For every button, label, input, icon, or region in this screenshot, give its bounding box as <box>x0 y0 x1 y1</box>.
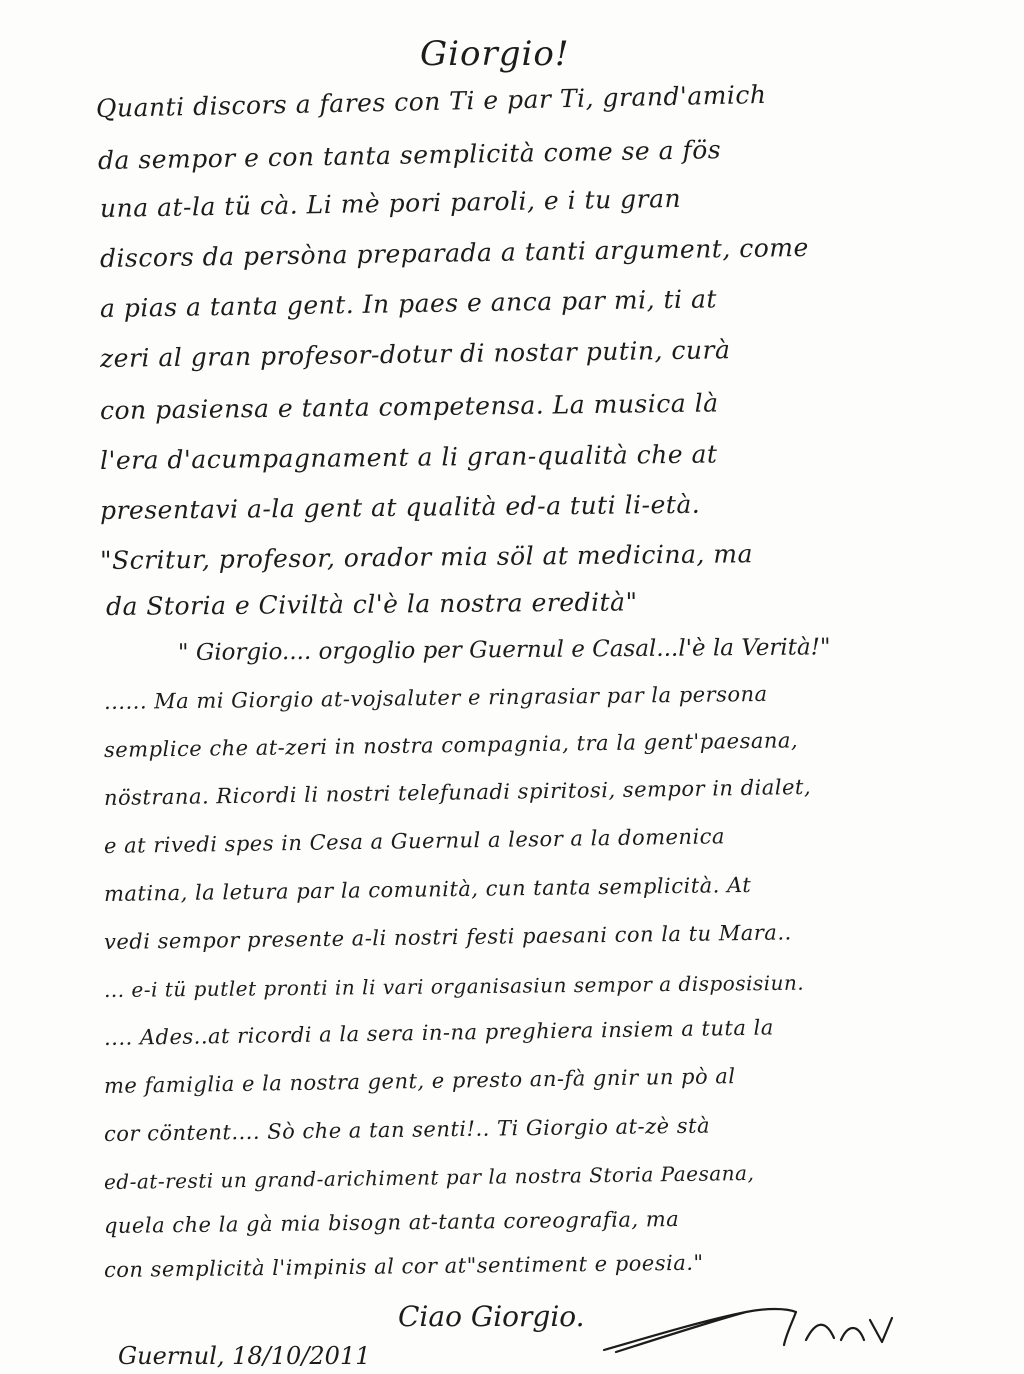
body-line: "Scritur, profesor, orador mia söl at medicina, ma <box>99 539 754 575</box>
body-line: e at rivedi spes in Cesa a Guernul a lesor a la domenica <box>103 824 726 858</box>
body-line: a pias a tanta gent. In paes e anca par mi, ti at <box>99 284 718 323</box>
body-line: semplice che at-zeri in nostra compagnia, tra la gent'paesana, <box>103 728 799 762</box>
body-line: .... Ades..at ricordi a la sera in-na preghiera insiem a tuta la <box>103 1015 774 1050</box>
body-line: discors da persòna preparada a tanti argument, come <box>99 232 810 273</box>
body-line: me famiglia e la nostra gent, e presto an-fà gnir un pò al <box>103 1064 736 1098</box>
body-line: vedi sempor presente a-li nostri festi paesani con la tu Mara.. <box>103 920 792 954</box>
place-and-date: Guernul, 18/10/2011 <box>118 1342 371 1370</box>
body-line: ...... Ma mi Giorgio at-vojsaluter e ringrasiar par la persona <box>103 681 768 714</box>
body-line: nöstrana. Ricordi li nostri telefunadi spiritosi, sempor in dialet, <box>103 774 812 810</box>
body-line: Quanti discors a fares con Ti e par Ti, grand'amich <box>95 79 767 123</box>
body-line: da Storia e Civiltà cl'è la nostra eredità" <box>105 587 638 621</box>
body-line: presentavi a-la gent at qualità ed-a tuti li-età. <box>99 489 701 525</box>
body-line: l'era d'acumpagnament a li gran-qualità che at <box>99 439 718 475</box>
closing-line: Ciao Giorgio. <box>398 1300 585 1333</box>
body-line: con semplicità l'impinis al cor at"sentiment e poesia." <box>103 1250 704 1282</box>
signature <box>596 1290 896 1360</box>
quote-line: " Giorgio.... orgoglio per Guernul e Casal...l'è la Verità!" <box>177 634 831 666</box>
body-line: cor cöntent.... Sò che a tan senti!.. Ti Giorgio at-zè stà <box>103 1113 711 1146</box>
body-line: quela che la gà mia bisogn at-tanta coreografia, ma <box>103 1206 680 1238</box>
letter-title: Giorgio! <box>420 34 570 74</box>
signature-drawing <box>596 1290 896 1360</box>
body-line: da sempor e con tanta semplicità come se a fös <box>97 135 722 175</box>
body-line: ... e-i tü putlet pronti in li vari organisasiun sempor a disposisiun. <box>103 970 805 1002</box>
body-line: matina, la letura par la comunità, cun tanta semplicità. At <box>103 872 752 906</box>
body-line: ed-at-resti un grand-arichiment par la nostra Storia Paesana, <box>103 1160 755 1194</box>
body-line: zeri al gran profesor-dotur di nostar putin, curà <box>99 335 731 373</box>
body-line: una at-la tü cà. Li mè pori paroli, e i tu gran <box>99 183 682 223</box>
body-line: con pasiensa e tanta competensa. La musica là <box>99 388 719 425</box>
